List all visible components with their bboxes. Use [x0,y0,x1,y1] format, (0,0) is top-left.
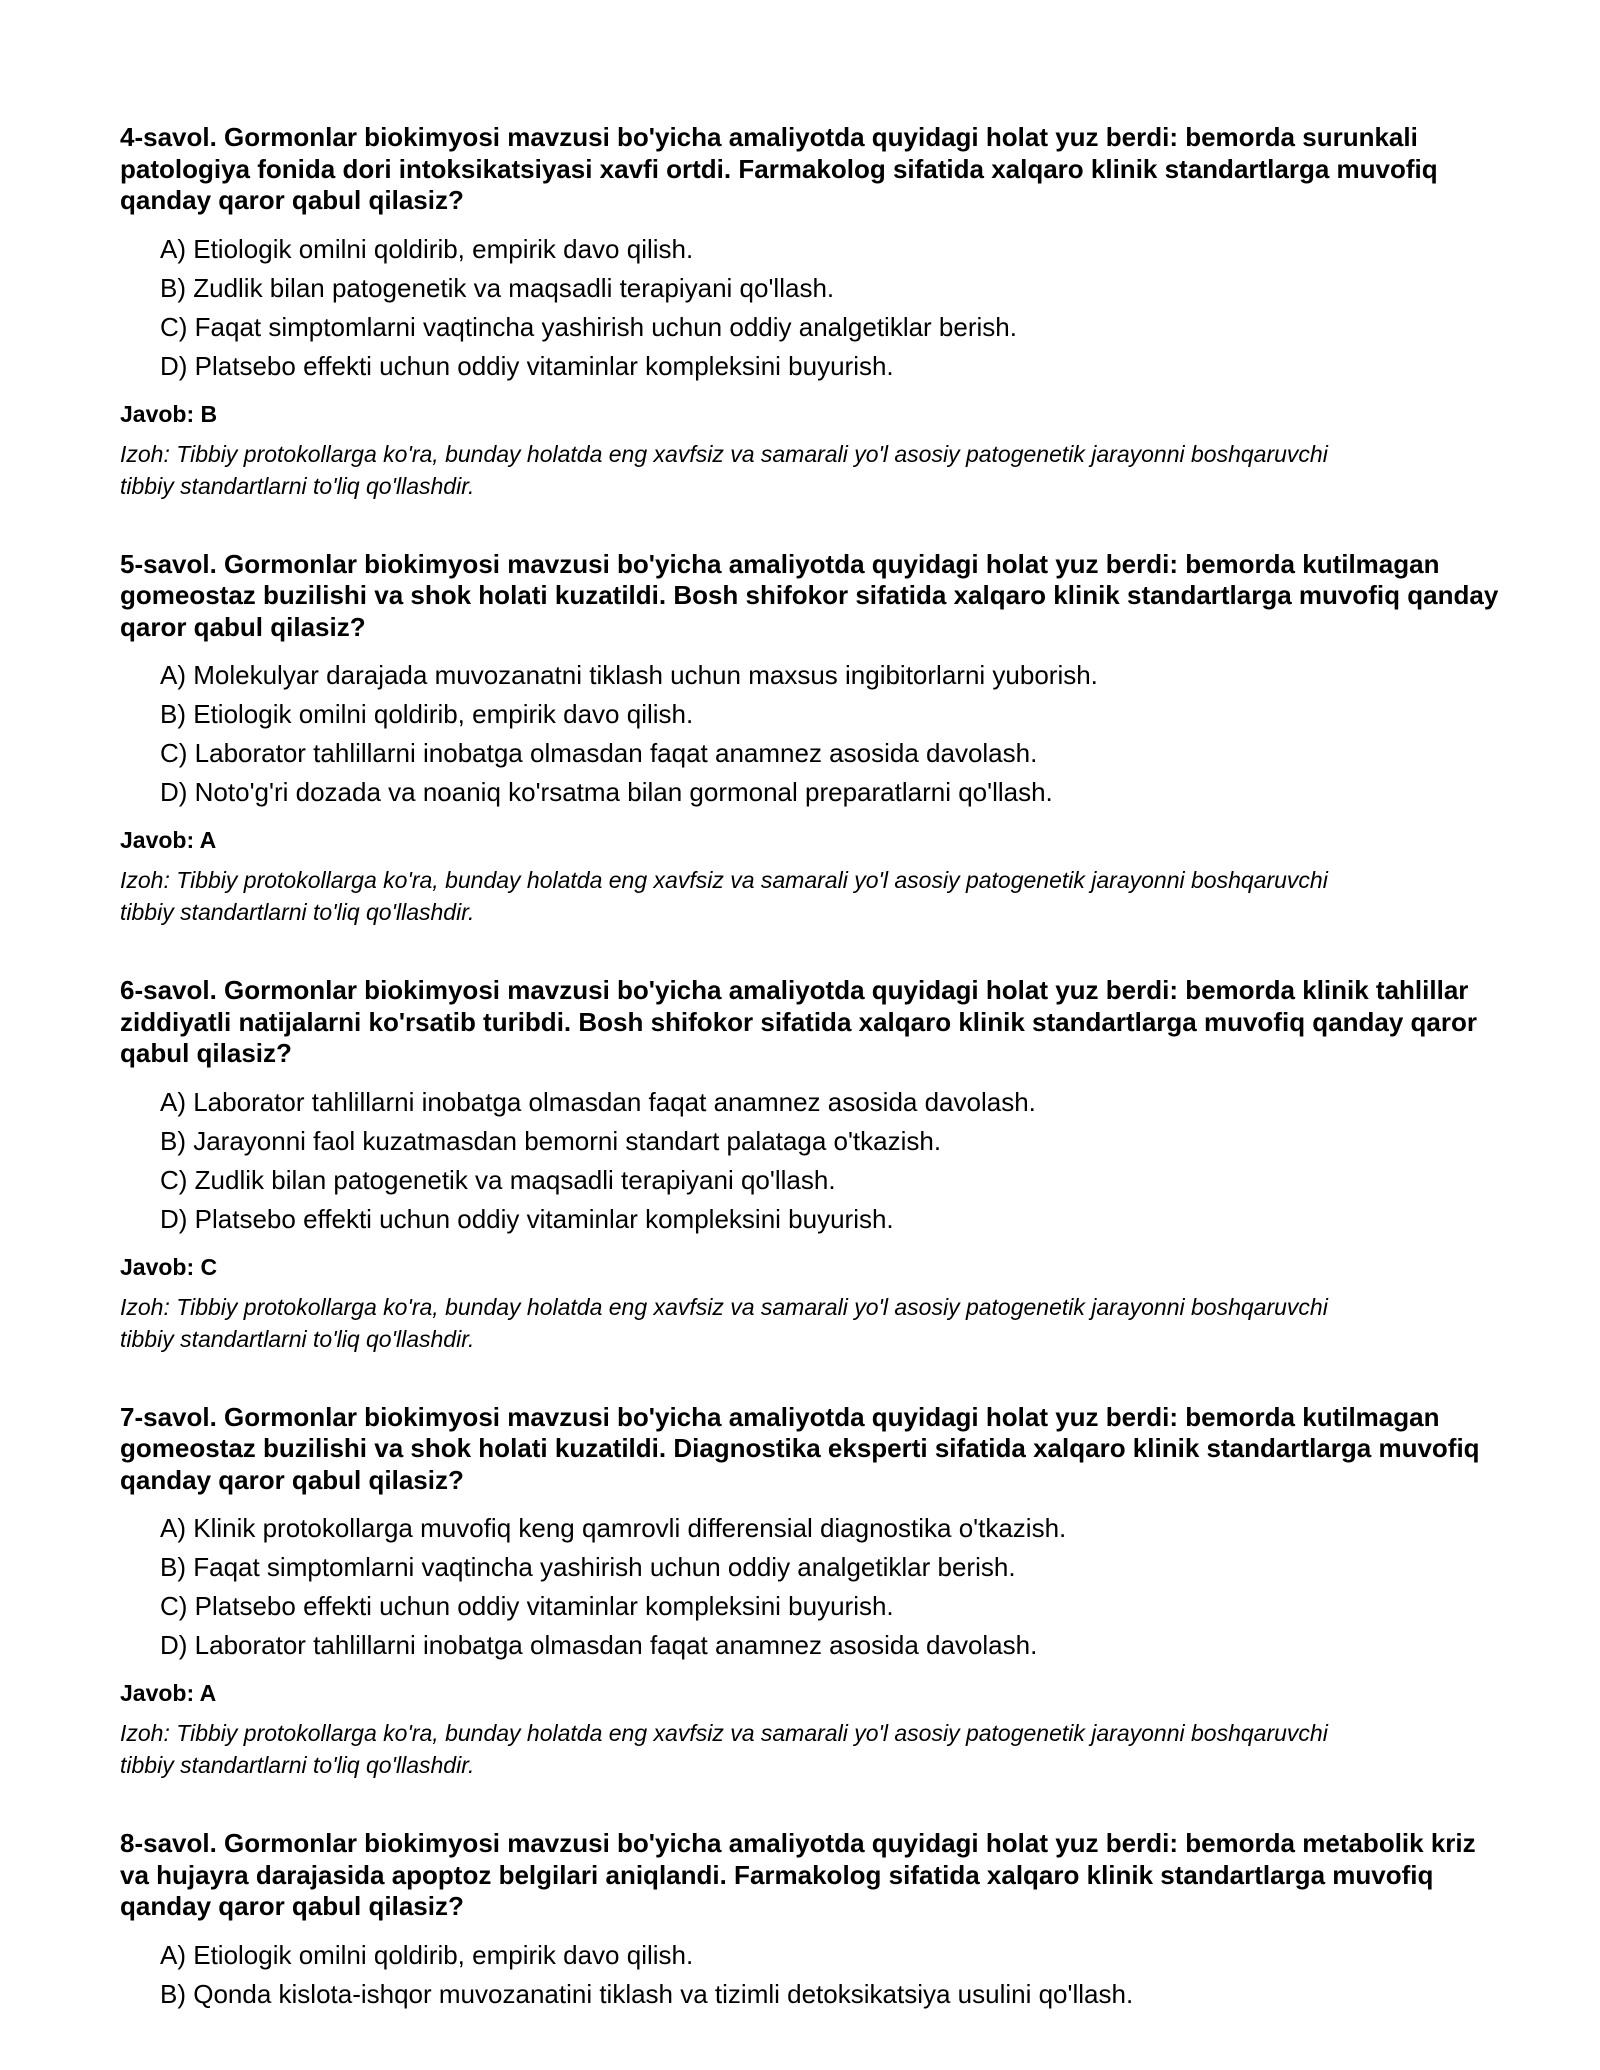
explanation-note: Izoh: Tibbiy protokollarga ko'ra, bunday holatda eng xavfsiz va samarali yo'l asosiy patogenetik jarayonni boshqaruvchi tibbiy standartlarni to'liq qo'llashdir. [120,867,1328,925]
option-a: A) Etiologik omilni qoldirib, empirik davo qilish. [160,233,694,264]
option-b: B) Qonda kislota-ishqor muvozanatini tiklash va tizimli detoksikatsiya usulini qo'llash. [160,1978,1134,2009]
question-title: 4-savol. Gormonlar biokimyosi mavzusi bo'yicha amaliyotda quyidagi holat yuz berdi: bemorda surunkali patologiya fonida dori intoksikatsiyasi xavfi ortdi. Farmakolog sifatida xalqaro klinik standartlarga muvofiq qanday qaror qabul qilasiz? [120,122,1438,215]
question-title: 8-savol. Gormonlar biokimyosi mavzusi bo'yicha amaliyotda quyidagi holat yuz berdi: bemorda metabolik kriz va hujayra darajasida apoptoz belgilari aniqlandi. Farmakolog sifatida xalqaro klinik standartlarga muvofiq qanday qaror qabul qilasiz? [120,1828,1476,1921]
question-7 [120,1402,1500,1782]
explanation-note: Izoh: Tibbiy protokollarga ko'ra, bunday holatda eng xavfsiz va samarali yo'l asosiy patogenetik jarayonni boshqaruvchi tibbiy standartlarni to'liq qo'llashdir. [120,1293,1328,1352]
answer-label: Javob: B [120,400,218,427]
question-4 [120,122,1500,502]
option-a: A) Etiologik omilni qoldirib, empirik davo qilish. [160,1939,694,1970]
explanation-note: Izoh: Tibbiy protokollarga ko'ra, bunday holatda eng xavfsiz va samarali yo'l asosiy patogenetik jarayonni boshqaruvchi tibbiy standartlarni to'liq qo'llashdir. [120,440,1328,499]
question-title: 5-savol. Gormonlar biokimyosi mavzusi bo'yicha amaliyotda quyidagi holat yuz berdi: bemorda kutilmagan gomeostaz buzilishi va shok holati kuzatildi. Bosh shifokor sifatida xalqaro klinik standartlarga muvofiq qanday qaror qabul qilasiz? [120,548,1499,642]
option-list [120,1083,1500,1239]
option-c: C) Faqat simptomlarni vaqtincha yashirish uchun oddiy analgetiklar berish. [160,311,1017,342]
option-a: A) Laborator tahlillarni inobatga olmasdan faqat anamnez asosida davolash. [160,1086,1036,1117]
option-a: A) Klinik protokollarga muvofiq keng qamrovli differensial diagnostika o'tkazish. [160,1513,1067,1543]
option-d: D) Laborator tahlillarni inobatga olmasdan faqat anamnez asosida davolash. [160,1630,1038,1660]
option-b: B) Etiologik omilni qoldirib, empirik davo qilish. [160,699,694,729]
option-c: C) Zudlik bilan patogenetik va maqsadli terapiyani qo'llash. [160,1164,836,1195]
option-d: D) Platsebo effekti uchun oddiy vitaminlar kompleksini buyurish. [160,350,894,381]
option-list [120,1936,1500,2014]
option-a: A) Molekulyar darajada muvozanatni tiklash uchun maxsus ingibitorlarni yuborish. [160,660,1098,690]
document-page [120,122,1500,2061]
answer-label: Javob: C [120,1253,218,1280]
question-8 [120,1828,1500,2014]
option-list [120,656,1500,812]
option-b: B) Faqat simptomlarni vaqtincha yashirish uchun oddiy analgetiklar berish. [160,1552,1016,1582]
answer-label: Javob: A [120,1680,217,1706]
explanation-note: Izoh: Tibbiy protokollarga ko'ra, bunday holatda eng xavfsiz va samarali yo'l asosiy patogenetik jarayonni boshqaruvchi tibbiy standartlarni to'liq qo'llashdir. [120,1720,1328,1778]
question-5 [120,549,1500,929]
option-list [120,1509,1500,1665]
question-title: 6-savol. Gormonlar biokimyosi mavzusi bo'yicha amaliyotda quyidagi holat yuz berdi: bemorda klinik tahlillar ziddiyatli natijalarni ko'rsatib turibdi. Bosh shifokor sifatida xalqaro klinik standartlarga muvofiq qanday qaror qabul qilasiz? [120,975,1478,1068]
question-6 [120,975,1500,1355]
question-title: 7-savol. Gormonlar biokimyosi mavzusi bo'yicha amaliyotda quyidagi holat yuz berdi: bemorda kutilmagan gomeostaz buzilishi va shok holati kuzatildi. Diagnostika eksperti sifatida xalqaro klinik standartlarga muvofiq qanday qaror qabul qilasiz? [120,1401,1480,1495]
option-d: D) Platsebo effekti uchun oddiy vitaminlar kompleksini buyurish. [160,1203,894,1234]
option-list [120,230,1500,386]
option-d: D) Noto'g'ri dozada va noaniq ko'rsatma bilan gormonal preparatlarni qo'llash. [160,777,1053,807]
answer-label: Javob: A [120,827,217,853]
option-c: C) Laborator tahlillarni inobatga olmasdan faqat anamnez asosida davolash. [160,738,1038,768]
option-b: B) Zudlik bilan patogenetik va maqsadli terapiyani qo'llash. [160,272,835,303]
option-b: B) Jarayonni faol kuzatmasdan bemorni standart palataga o'tkazish. [160,1125,942,1156]
option-c: C) Platsebo effekti uchun oddiy vitaminlar kompleksini buyurish. [160,1591,894,1621]
